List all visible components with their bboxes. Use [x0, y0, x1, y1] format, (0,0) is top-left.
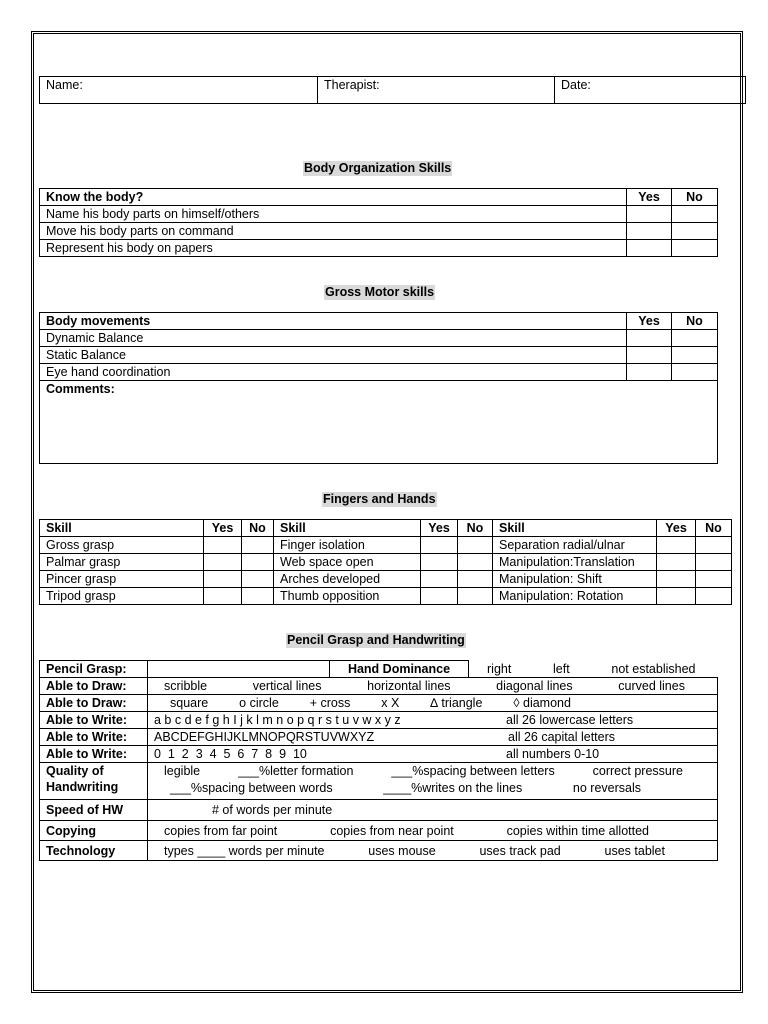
draw-option[interactable]: diagonal lines	[496, 679, 573, 693]
no-cell[interactable]	[696, 537, 732, 554]
yes-cell[interactable]	[627, 206, 672, 223]
pencil-grasp-label: Pencil Grasp:	[40, 661, 148, 678]
yes-cell[interactable]	[627, 364, 672, 381]
gross-motor-head: Body movements	[40, 313, 627, 330]
able-to-draw-label: Able to Draw:	[40, 695, 148, 712]
capital-note[interactable]: all 26 capital letters	[508, 730, 616, 744]
table-row: Tripod grasp	[40, 588, 204, 605]
yes-cell[interactable]	[204, 588, 242, 605]
draw-option[interactable]: scribble	[164, 679, 208, 693]
quality-option[interactable]: ___%spacing between letters	[391, 764, 555, 778]
numbers-note[interactable]: all numbers 0-10	[506, 747, 600, 761]
yes-cell[interactable]	[627, 330, 672, 347]
able-to-write-label: Able to Write:	[40, 746, 148, 763]
yes-cell[interactable]	[657, 588, 696, 605]
table-row: Thumb opposition	[274, 588, 421, 605]
table-row: Manipulation: Shift	[493, 571, 657, 588]
technology-option[interactable]: uses track pad	[479, 843, 561, 858]
dominance-right[interactable]: right	[487, 661, 512, 676]
table-row: Manipulation: Rotation	[493, 588, 657, 605]
technology-options	[148, 841, 718, 861]
yes-cell[interactable]	[421, 537, 458, 554]
write-capital-row	[148, 729, 718, 746]
name-field[interactable]: Name:	[40, 77, 318, 104]
quality-option[interactable]: correct pressure	[592, 764, 683, 778]
table-row: Manipulation:Translation	[493, 554, 657, 571]
gross-motor-title: Gross Motor skills	[325, 285, 435, 299]
copying-option[interactable]: copies from near point	[330, 823, 454, 838]
draw-options-2	[148, 695, 718, 712]
yes-cell[interactable]	[421, 588, 458, 605]
table-row: Arches developed	[274, 571, 421, 588]
no-cell[interactable]	[242, 537, 274, 554]
body-org-title: Body Organization Skills	[304, 161, 452, 175]
quality-option[interactable]: no reversals	[572, 781, 641, 795]
no-cell[interactable]	[672, 240, 718, 257]
yes-cell[interactable]	[204, 537, 242, 554]
fingers-table	[39, 519, 732, 605]
yes-header: Yes	[627, 189, 672, 206]
capital-letters[interactable]: ABCDEFGHIJKLMNOPQRSTUVWXYZ	[154, 730, 375, 744]
table-row: Finger isolation	[274, 537, 421, 554]
quality-label: Quality of Handwriting	[40, 763, 148, 800]
able-to-write-label: Able to Write:	[40, 729, 148, 746]
no-cell[interactable]	[672, 364, 718, 381]
date-field[interactable]: Date:	[555, 77, 746, 104]
numbers[interactable]: 0 1 2 3 4 5 6 7 8 9 10	[154, 747, 307, 761]
skill-header: Skill	[274, 520, 421, 537]
table-row: Eye hand coordination	[40, 364, 627, 381]
table-row: Gross grasp	[40, 537, 204, 554]
dominance-left[interactable]: left	[553, 661, 570, 676]
no-cell[interactable]	[242, 554, 274, 571]
copying-option[interactable]: copies from far point	[164, 823, 278, 838]
lowercase-note[interactable]: all 26 lowercase letters	[506, 713, 634, 727]
skill-header: Skill	[40, 520, 204, 537]
quality-option[interactable]: legible	[164, 764, 201, 778]
no-cell[interactable]	[242, 571, 274, 588]
no-header: No	[696, 520, 732, 537]
table-row: Pincer grasp	[40, 571, 204, 588]
draw-option[interactable]: o circle	[239, 696, 279, 710]
yes-cell[interactable]	[421, 554, 458, 571]
hand-dominance-label: Hand Dominance	[330, 661, 469, 678]
quality-option[interactable]: ___%letter formation	[238, 764, 354, 778]
body-org-head: Know the body?	[40, 189, 627, 206]
draw-option[interactable]: x X	[381, 696, 400, 710]
no-cell[interactable]	[458, 588, 493, 605]
lowercase-letters[interactable]: a b c d e f g h I j k l m n o p q r s t u v w x y z	[154, 713, 401, 727]
therapist-field[interactable]: Therapist:	[318, 77, 555, 104]
technology-label: Technology	[40, 841, 148, 861]
table-row: Dynamic Balance	[40, 330, 627, 347]
pencil-table	[39, 660, 718, 861]
yes-cell[interactable]	[627, 347, 672, 364]
draw-option[interactable]: horizontal lines	[367, 679, 451, 693]
pencil-grasp-field[interactable]	[148, 661, 330, 678]
yes-cell[interactable]	[627, 240, 672, 257]
table-row: Palmar grasp	[40, 554, 204, 571]
no-cell[interactable]	[672, 223, 718, 240]
draw-option[interactable]: vertical lines	[252, 679, 322, 693]
yes-header: Yes	[657, 520, 696, 537]
technology-option[interactable]: uses tablet	[604, 843, 665, 858]
yes-header: Yes	[204, 520, 242, 537]
yes-cell[interactable]	[657, 537, 696, 554]
yes-cell[interactable]	[657, 554, 696, 571]
technology-option[interactable]: types ____ words per minute	[164, 843, 325, 858]
no-header: No	[242, 520, 274, 537]
quality-option[interactable]: ____%writes on the lines	[383, 781, 523, 795]
no-cell[interactable]	[672, 206, 718, 223]
write-lowercase-row	[148, 712, 718, 729]
draw-option[interactable]: ∆ triangle	[430, 696, 483, 710]
yes-cell[interactable]	[204, 554, 242, 571]
no-header: No	[458, 520, 493, 537]
no-header: No	[672, 189, 718, 206]
hand-dominance-options	[469, 661, 718, 678]
body-org-table	[39, 188, 718, 257]
table-row: Static Balance	[40, 347, 627, 364]
copying-option[interactable]: copies within time allotted	[506, 823, 649, 838]
table-row: Web space open	[274, 554, 421, 571]
no-cell[interactable]	[672, 347, 718, 364]
no-cell[interactable]	[696, 571, 732, 588]
draw-option[interactable]: square	[170, 696, 209, 710]
skill-header: Skill	[493, 520, 657, 537]
draw-option[interactable]: ◊ diamond	[513, 696, 571, 710]
copying-label: Copying	[40, 821, 148, 841]
draw-option[interactable]: curved lines	[618, 679, 685, 693]
draw-options-1	[148, 678, 718, 695]
table-row: Represent his body on papers	[40, 240, 627, 257]
speed-label: Speed of HW	[40, 800, 148, 821]
no-cell[interactable]	[672, 330, 718, 347]
no-cell[interactable]	[458, 554, 493, 571]
yes-cell[interactable]	[627, 223, 672, 240]
dominance-not-established[interactable]: not established	[611, 661, 696, 676]
yes-header: Yes	[421, 520, 458, 537]
copying-options	[148, 821, 718, 841]
write-numbers-row	[148, 746, 718, 763]
draw-option[interactable]: + cross	[309, 696, 351, 710]
able-to-write-label: Able to Write:	[40, 712, 148, 729]
no-cell[interactable]	[696, 554, 732, 571]
no-cell[interactable]	[696, 588, 732, 605]
no-header: No	[672, 313, 718, 330]
no-cell[interactable]	[458, 537, 493, 554]
comments-field[interactable]: Comments:	[40, 381, 718, 464]
yes-cell[interactable]	[421, 571, 458, 588]
table-row: Name his body parts on himself/others	[40, 206, 627, 223]
gross-motor-table	[39, 312, 718, 464]
no-cell[interactable]	[458, 571, 493, 588]
fingers-title: Fingers and Hands	[323, 492, 436, 506]
able-to-draw-label: Able to Draw:	[40, 678, 148, 695]
pencil-title: Pencil Grasp and Handwriting	[287, 633, 465, 647]
quality-option[interactable]: ___%spacing between words	[170, 781, 333, 795]
table-row: Separation radial/ulnar	[493, 537, 657, 554]
yes-cell[interactable]	[657, 571, 696, 588]
technology-option[interactable]: uses mouse	[368, 843, 436, 858]
yes-header: Yes	[627, 313, 672, 330]
header-table	[39, 76, 746, 104]
table-row: Move his body parts on command	[40, 223, 627, 240]
quality-options	[148, 763, 718, 800]
speed-field[interactable]: # of words per minute	[148, 800, 718, 821]
no-cell[interactable]	[242, 588, 274, 605]
yes-cell[interactable]	[204, 571, 242, 588]
